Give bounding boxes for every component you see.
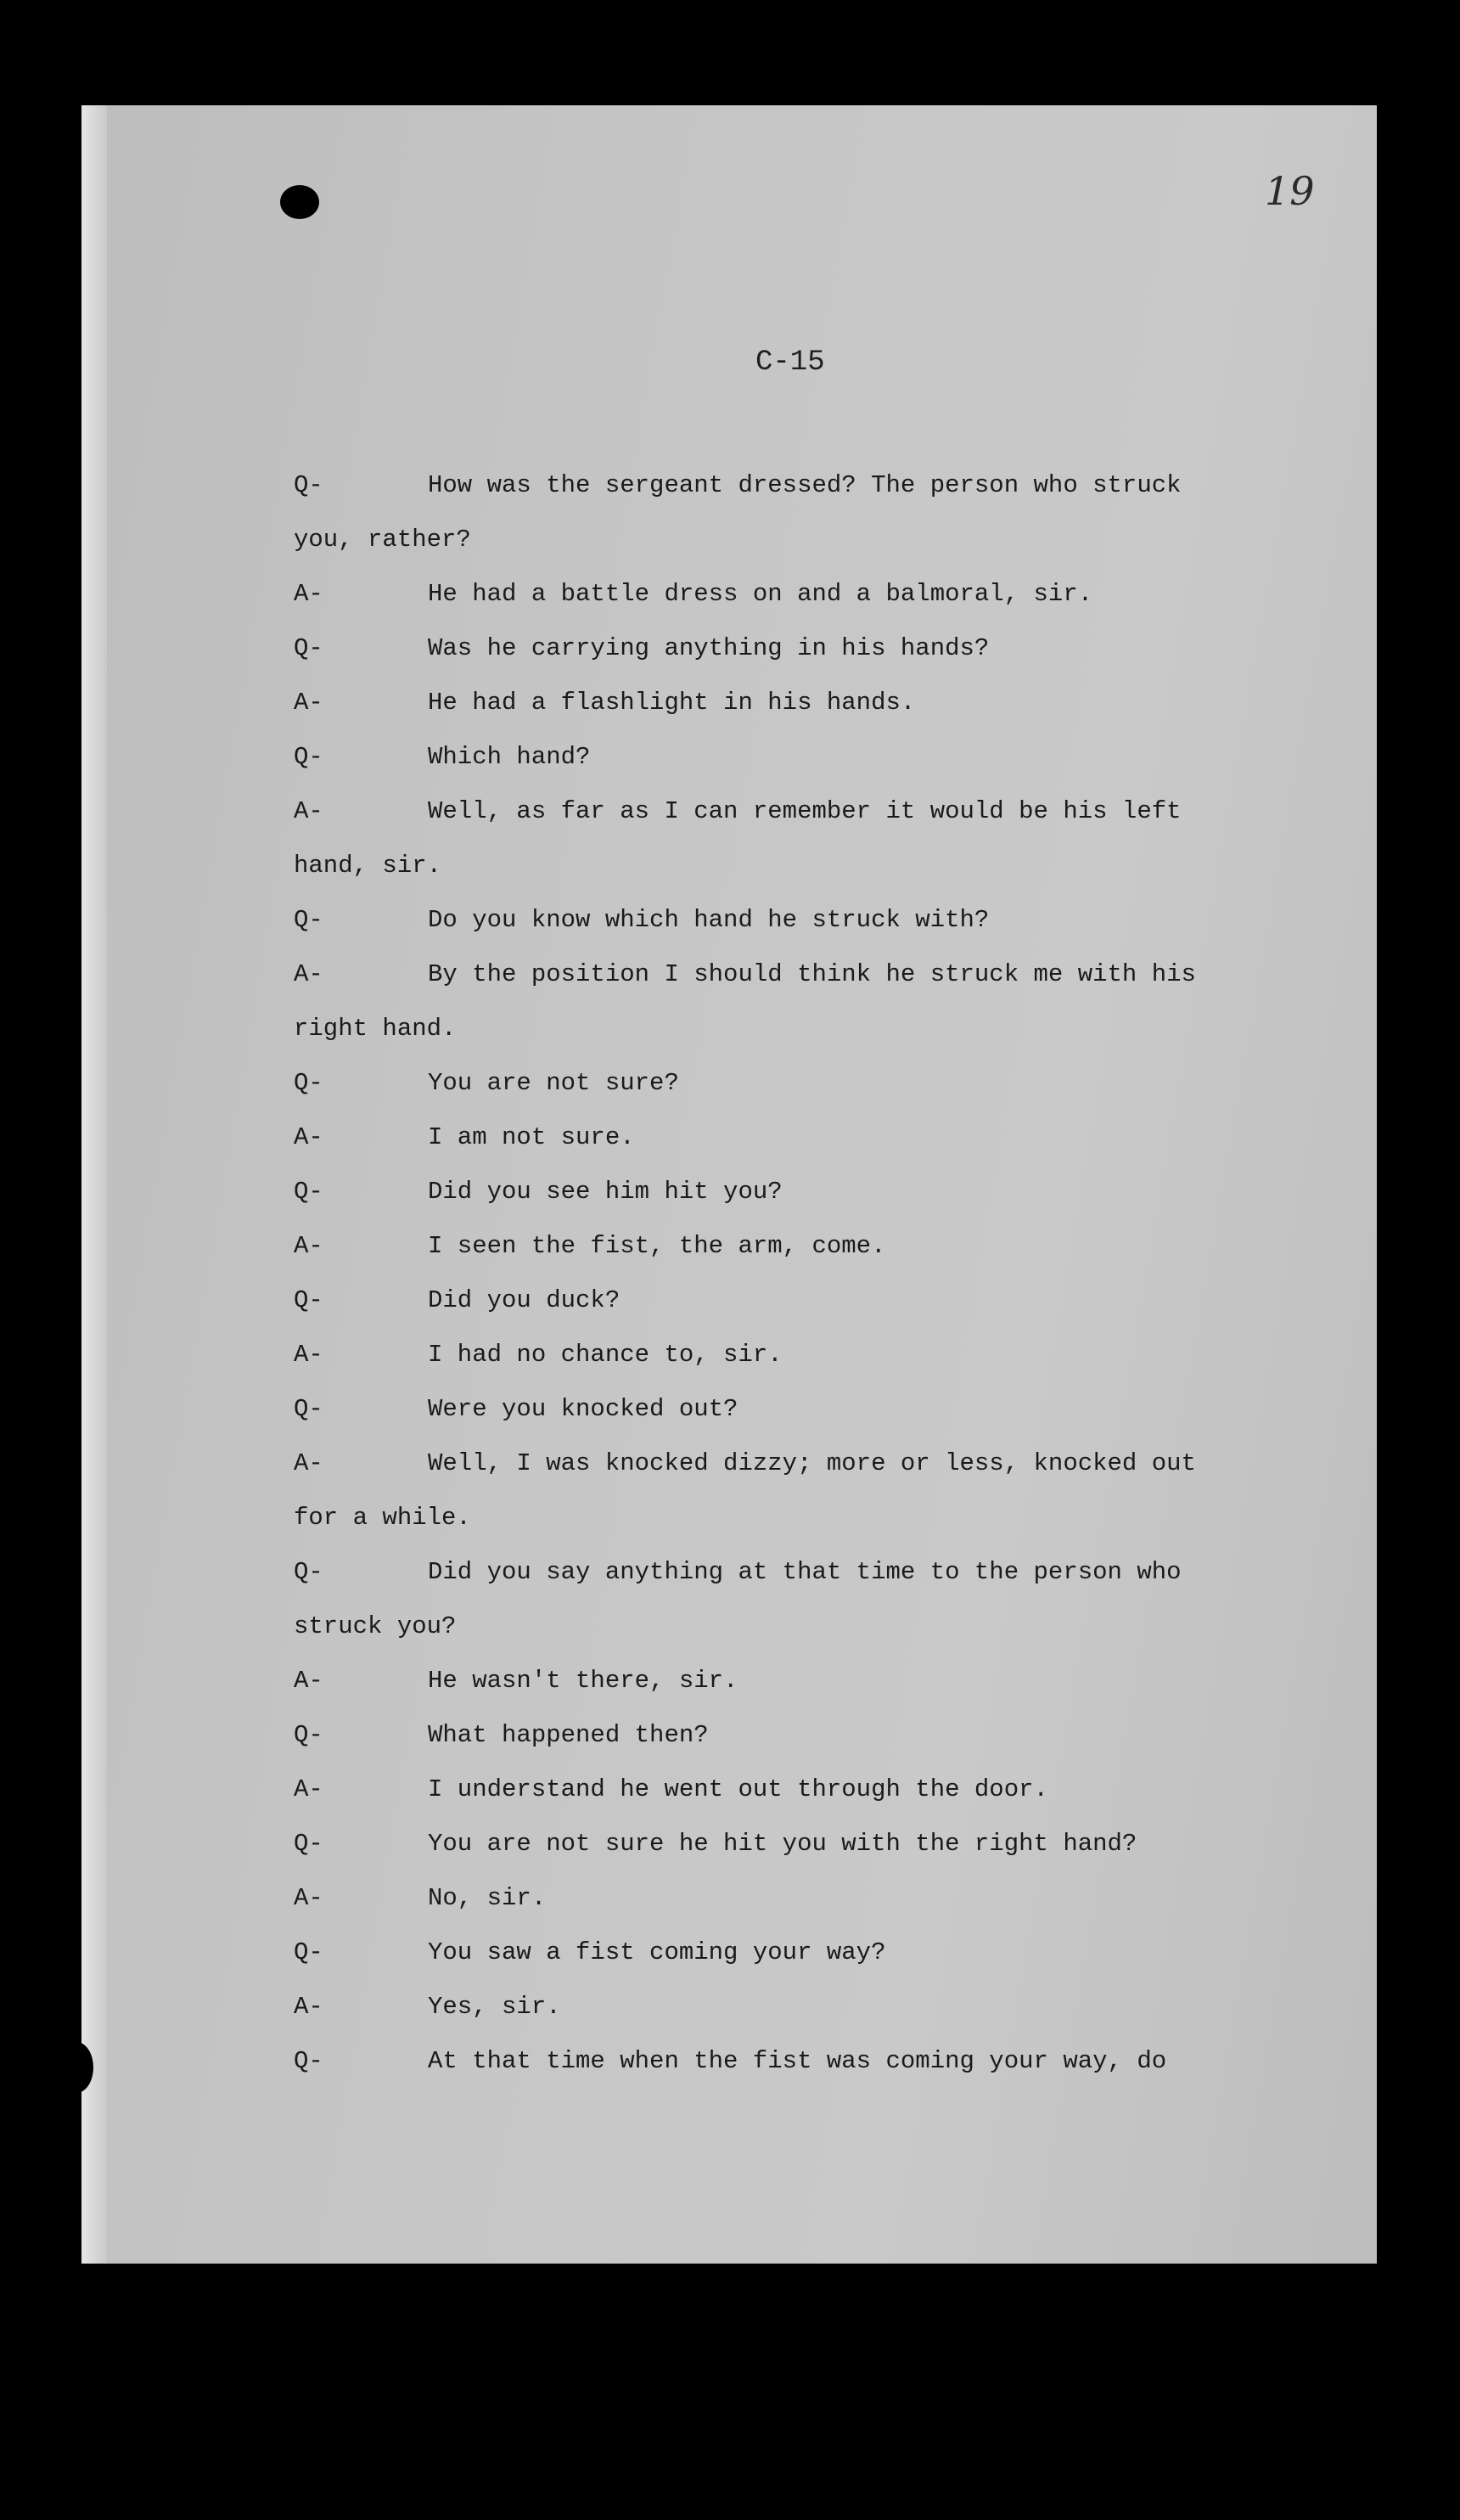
speaker-label: Q- [294, 1286, 323, 1314]
transcript-continuation-line [294, 1600, 1295, 1654]
speaker-label: A- [294, 1667, 323, 1695]
speaker-label: Q- [294, 471, 323, 499]
line-text: Yes, sir. [428, 1993, 561, 2021]
line-text: You are not sure he hit you with the right hand? [428, 1830, 1137, 1858]
speaker-label: Q- [294, 1721, 323, 1749]
transcript-line [294, 622, 1295, 676]
line-text: I seen the fist, the arm, come. [428, 1232, 886, 1260]
line-text: He had a flashlight in his hands. [428, 689, 916, 717]
line-text: What happened then? [428, 1721, 709, 1749]
transcript-line [294, 948, 1295, 1002]
transcript-line [294, 1654, 1295, 1708]
line-text: He wasn't there, sir. [428, 1667, 738, 1695]
speaker-label: Q- [294, 1178, 323, 1206]
transcript-continuation-line [294, 1002, 1295, 1056]
line-text: for a while. [294, 1504, 471, 1532]
line-text: right hand. [294, 1015, 457, 1043]
line-text: Which hand? [428, 743, 591, 771]
line-text: You are not sure? [428, 1069, 679, 1097]
speaker-label: Q- [294, 906, 323, 934]
line-text: No, sir. [428, 1884, 547, 1912]
speaker-label: Q- [294, 1558, 323, 1586]
line-text: I understand he went out through the door. [428, 1775, 1048, 1803]
line-text: Did you see him hit you? [428, 1178, 783, 1206]
transcript [294, 458, 1295, 2089]
page-edge-shading [81, 105, 107, 2264]
transcript-line [294, 1056, 1295, 1111]
speaker-label: Q- [294, 1395, 323, 1423]
speaker-label: Q- [294, 1938, 323, 1966]
speaker-label: A- [294, 1993, 323, 2021]
line-text: He had a battle dress on and a balmoral, sir. [428, 580, 1093, 608]
transcript-line [294, 567, 1295, 622]
transcript-line [294, 1437, 1295, 1491]
speaker-label: A- [294, 1775, 323, 1803]
transcript-continuation-line [294, 839, 1295, 893]
line-text: struck you? [294, 1612, 457, 1640]
speaker-label: Q- [294, 2047, 323, 2075]
line-text: I am not sure. [428, 1123, 635, 1151]
transcript-line [294, 785, 1295, 839]
transcript-line [294, 458, 1295, 513]
line-text: Were you knocked out? [428, 1395, 738, 1423]
line-text: You saw a fist coming your way? [428, 1938, 886, 1966]
line-text: Was he carrying anything in his hands? [428, 634, 990, 662]
transcript-continuation-line [294, 1491, 1295, 1545]
speaker-label: Q- [294, 634, 323, 662]
transcript-line [294, 2034, 1295, 2089]
speaker-label: A- [294, 580, 323, 608]
page-number: C-15 [755, 346, 825, 379]
transcript-line [294, 676, 1295, 730]
punch-hole [280, 185, 319, 219]
transcript-line [294, 1111, 1295, 1165]
speaker-label: A- [294, 1232, 323, 1260]
transcript-continuation-line [294, 513, 1295, 567]
speaker-label: Q- [294, 1069, 323, 1097]
line-text: At that time when the fist was coming your way, do [428, 2047, 1167, 2075]
transcript-line [294, 1871, 1295, 1926]
transcript-line [294, 1817, 1295, 1871]
line-text: How was the sergeant dressed? The person who struck [428, 471, 1182, 499]
line-text: you, rather? [294, 526, 471, 554]
transcript-line [294, 1382, 1295, 1437]
handwritten-page-mark: 19 [1265, 168, 1315, 214]
line-text: Do you know which hand he struck with? [428, 906, 990, 934]
transcript-line [294, 1545, 1295, 1600]
transcript-line [294, 730, 1295, 785]
transcript-line [294, 1274, 1295, 1328]
line-text: I had no chance to, sir. [428, 1341, 783, 1369]
transcript-line [294, 1219, 1295, 1274]
line-text: Well, as far as I can remember it would be his left [428, 797, 1182, 825]
transcript-line [294, 1328, 1295, 1382]
transcript-line [294, 1763, 1295, 1817]
line-text: By the position I should think he struck me with his [428, 960, 1196, 988]
speaker-label: Q- [294, 743, 323, 771]
speaker-label: A- [294, 689, 323, 717]
transcript-line [294, 1980, 1295, 2034]
speaker-label: Q- [294, 1830, 323, 1858]
binding-hole [59, 2042, 93, 2093]
line-text: Did you say anything at that time to the person who [428, 1558, 1182, 1586]
transcript-line [294, 1708, 1295, 1763]
line-text: Well, I was knocked dizzy; more or less, knocked out [428, 1449, 1196, 1477]
speaker-label: A- [294, 960, 323, 988]
line-text: Did you duck? [428, 1286, 620, 1314]
speaker-label: A- [294, 1123, 323, 1151]
transcript-line [294, 1165, 1295, 1219]
speaker-label: A- [294, 1884, 323, 1912]
speaker-label: A- [294, 797, 323, 825]
transcript-line [294, 1926, 1295, 1980]
speaker-label: A- [294, 1449, 323, 1477]
transcript-line [294, 893, 1295, 948]
line-text: hand, sir. [294, 852, 442, 880]
speaker-label: A- [294, 1341, 323, 1369]
